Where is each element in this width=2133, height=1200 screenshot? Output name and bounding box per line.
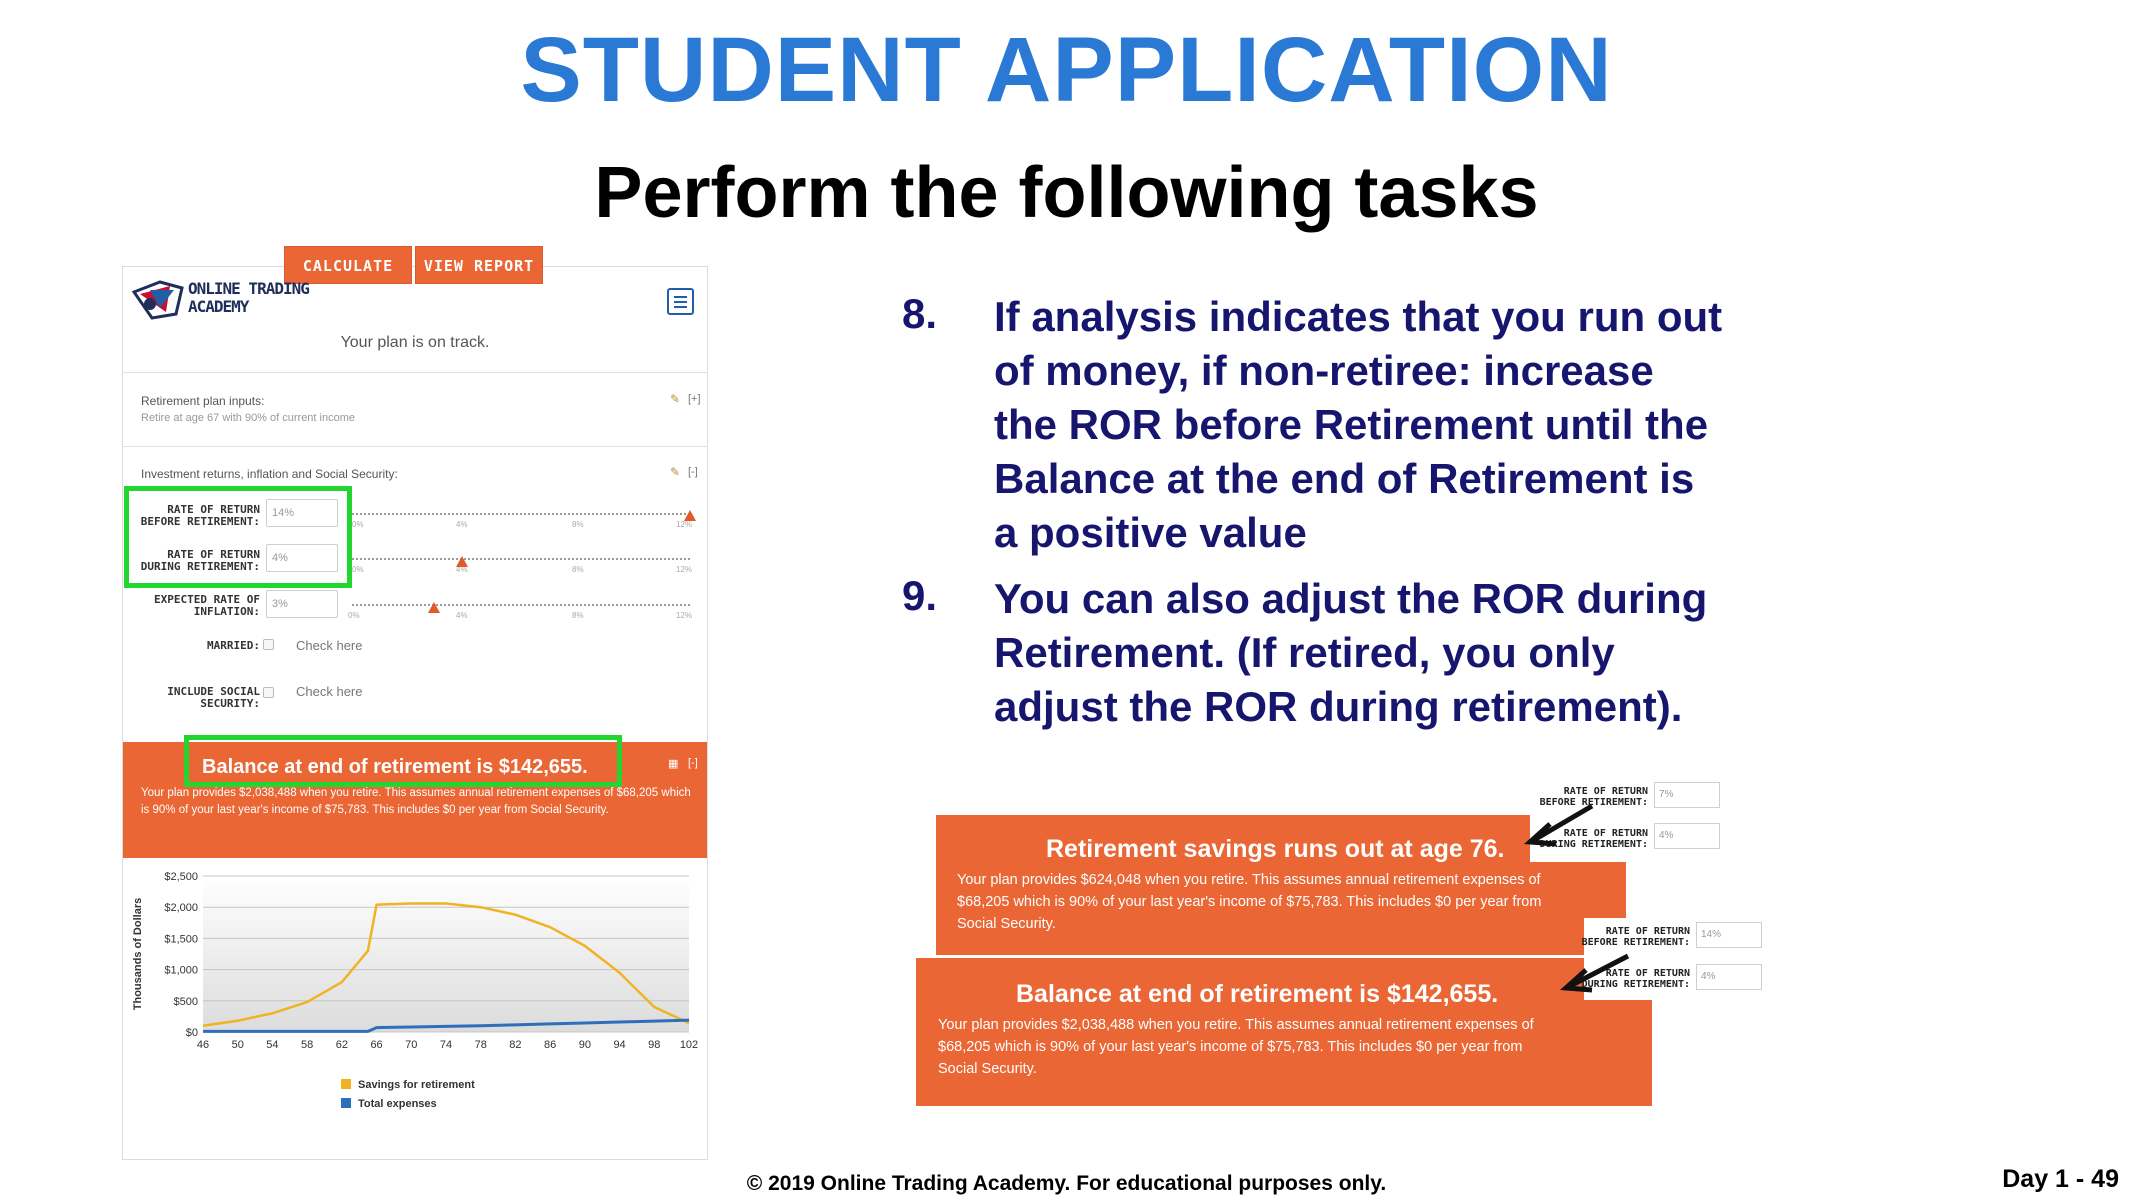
legend-swatch [341, 1079, 351, 1089]
task-number: 9. [902, 572, 938, 619]
label-line: INFLATION: [193, 605, 260, 618]
legend-swatch [341, 1098, 351, 1108]
x-tick-label: 82 [509, 1039, 522, 1051]
task-line: of money, if non-retiree: increase [994, 347, 1654, 394]
academy-logo-text [188, 280, 309, 316]
balance-collapse-toggle[interactable]: [-] [688, 757, 698, 769]
plan-status-text: Your plan is on track. [340, 334, 490, 351]
y-axis-label: Thousands of Dollars [132, 897, 144, 1011]
task-line: adjust the ROR during retirement). [994, 683, 1683, 730]
x-tick-label: 74 [439, 1039, 453, 1051]
plot-area [203, 876, 689, 1032]
example-2-ror-during-input: 4% [1696, 964, 1762, 990]
slider-tick: 12% [676, 611, 693, 620]
legend-label: Total expenses [358, 1098, 437, 1110]
academy-logo-icon [130, 274, 186, 322]
y-tick-label: $1,500 [164, 933, 198, 946]
y-tick-label: $2,000 [164, 902, 198, 915]
highlight-balance [184, 735, 622, 787]
slider-tick: 8% [572, 565, 584, 574]
slide-subtitle: Perform the following tasks [594, 153, 1539, 233]
chart-toggle-icon[interactable]: ▦ [668, 758, 679, 770]
slider-handle[interactable] [684, 510, 696, 521]
body-line: $68,205 which is 90% of your last year's income of $75,783. This includes $0 per year from [938, 1039, 1523, 1055]
expand-toggle[interactable]: [+] [688, 393, 701, 405]
retirement-inputs-summary: Retire at age 67 with 90% of current income [141, 412, 356, 424]
y-tick-label: $2,500 [164, 871, 198, 883]
label-line: RATE OF RETURN [1605, 926, 1690, 937]
divider [123, 372, 707, 373]
legend-label: Savings for retirement [358, 1079, 475, 1091]
pencil-edit-icon[interactable]: ✎ [670, 465, 681, 479]
body-line: Your plan provides $624,048 when you retire. This assumes annual retirement expenses of [957, 872, 1541, 888]
arrow-icon [1556, 946, 1636, 996]
label-line: INCLUDE SOCIAL [167, 685, 260, 698]
body-line: Your plan provides $2,038,488 when you retire. This assumes annual retirement expenses of [938, 1017, 1534, 1033]
label-line: EXPECTED RATE OF [154, 593, 260, 606]
example-balance-title: Balance at end of retirement is $142,655. [1016, 980, 1499, 1008]
body-line: Social Security. [957, 916, 1056, 932]
ror-before-retirement-input[interactable]: 14% [266, 499, 338, 527]
label-line: RATE OF RETURN [167, 503, 260, 516]
balance-result-body: Your plan provides $2,038,488 when you retire. This assumes annual retirement expenses of $68,205 which is 90% of your last year's income of $75,783. This includes $0 per year from Social Security. [141, 787, 691, 816]
calculate-button[interactable]: CALCULATE [284, 246, 412, 284]
task-line: Balance at the end of Retirement is [994, 455, 1695, 502]
label-line: RATE OF RETURN [1563, 786, 1648, 797]
x-tick-label: 86 [544, 1039, 557, 1051]
balance-result-title: Balance at end of retirement is $142,655. [202, 756, 588, 778]
example-1-ror-before-input: 7% [1654, 782, 1720, 808]
example-runs-out-title: Retirement savings runs out at age 76. [1046, 835, 1505, 863]
label-line: DURING RETIREMENT: [1581, 979, 1690, 990]
label-line: RATE OF RETURN [1563, 828, 1648, 839]
inflation-input[interactable]: 3% [266, 590, 338, 618]
task-line: You can also adjust the ROR during [994, 575, 1708, 622]
retirement-projection-chart [123, 862, 707, 1158]
x-tick-label: 46 [196, 1039, 210, 1051]
page-number: Day 1 - 49 [2002, 1165, 2119, 1193]
task-line: Retirement. (If retired, you only [994, 629, 1615, 676]
label-line: BEFORE RETIREMENT: [1581, 937, 1690, 948]
slider-tick: 12% [676, 520, 693, 529]
slider-tick: 0% [352, 520, 364, 529]
task-line: the ROR before Retirement until the [994, 401, 1709, 448]
body-line: $68,205 which is 90% of your last year's income of $75,783. This includes $0 per year from [957, 894, 1542, 910]
y-tick-label: $0 [185, 1027, 198, 1039]
label-line: SECURITY: [200, 697, 260, 710]
slider-tick: 8% [572, 520, 584, 529]
slider-tick: 12% [676, 565, 693, 574]
ror-during-retirement-slider[interactable] [352, 558, 690, 560]
ror-during-retirement-input[interactable]: 4% [266, 544, 338, 572]
slider-tick: 4% [456, 520, 468, 529]
logo-line-2: ACADEMY [188, 297, 249, 316]
x-tick-label: 90 [578, 1039, 591, 1051]
task-number: 8. [902, 290, 938, 337]
slider-tick: 0% [348, 611, 360, 620]
slide-title: STUDENT APPLICATION [520, 19, 1613, 121]
task-9-text [994, 572, 1707, 734]
label-line: DURING RETIREMENT: [140, 560, 260, 573]
slider-tick: 0% [352, 565, 364, 574]
investment-section-title: Investment returns, inflation and Social Security: [141, 467, 398, 481]
x-tick-label: 66 [370, 1039, 383, 1051]
x-tick-label: 98 [648, 1039, 661, 1051]
label-line: DURING RETIREMENT: [1539, 839, 1648, 850]
married-check-here: Check here [296, 638, 363, 653]
example-2-ror-before-input: 14% [1696, 922, 1762, 948]
x-tick-label: 78 [474, 1039, 487, 1051]
inflation-label [126, 594, 260, 618]
label-line: RATE OF RETURN [167, 548, 260, 561]
retirement-inputs-title: Retirement plan inputs: [141, 394, 265, 408]
copyright-footer: © 2019 Online Trading Academy. For educational purposes only. [746, 1172, 1387, 1195]
x-tick-label: 70 [405, 1039, 418, 1051]
hamburger-menu-icon[interactable] [667, 288, 694, 315]
highlight-ror-inputs [124, 486, 352, 588]
task-line: If analysis indicates that you run out [994, 293, 1723, 340]
x-tick-label: 58 [301, 1039, 314, 1051]
x-tick-label: 94 [613, 1039, 626, 1051]
example-balance-body [938, 1014, 1534, 1080]
y-tick-label: $500 [173, 995, 198, 1008]
body-line: Social Security. [938, 1061, 1037, 1077]
label-line: RATE OF RETURN [1605, 968, 1690, 979]
label-line: BEFORE RETIREMENT: [1539, 797, 1648, 808]
task-8-text [994, 290, 1722, 560]
x-tick-label: 50 [231, 1039, 244, 1051]
slider-handle[interactable] [456, 556, 468, 567]
collapse-toggle[interactable]: [-] [688, 466, 698, 478]
married-checkbox[interactable] [263, 639, 274, 650]
example-2-ror-before-label [1572, 926, 1690, 948]
social-security-checkbox[interactable] [263, 687, 274, 698]
inflation-slider[interactable] [352, 604, 690, 606]
social-security-check-here: Check here [296, 684, 363, 699]
arrow-icon [1520, 800, 1600, 850]
task-line: a positive value [994, 509, 1307, 556]
married-label: MARRIED: [207, 639, 260, 652]
x-tick-label: 102 [679, 1039, 699, 1051]
social-security-label [126, 686, 260, 710]
x-tick-label: 62 [335, 1039, 348, 1051]
slider-handle[interactable] [428, 602, 440, 613]
slider-tick: 4% [456, 565, 468, 574]
x-tick-label: 54 [266, 1039, 279, 1051]
label-line: BEFORE RETIREMENT: [140, 515, 260, 528]
example-runs-out-body [957, 869, 1541, 935]
y-tick-label: $1,000 [164, 964, 198, 977]
divider [123, 446, 707, 447]
pencil-edit-icon[interactable]: ✎ [670, 392, 681, 406]
logo-line-1: ONLINE TRADING [188, 279, 309, 298]
ror-before-retirement-slider[interactable] [352, 513, 690, 515]
slider-tick: 8% [572, 611, 584, 620]
example-1-ror-during-input: 4% [1654, 823, 1720, 849]
slider-tick: 4% [456, 611, 468, 620]
view-report-button[interactable]: VIEW REPORT [415, 246, 543, 284]
